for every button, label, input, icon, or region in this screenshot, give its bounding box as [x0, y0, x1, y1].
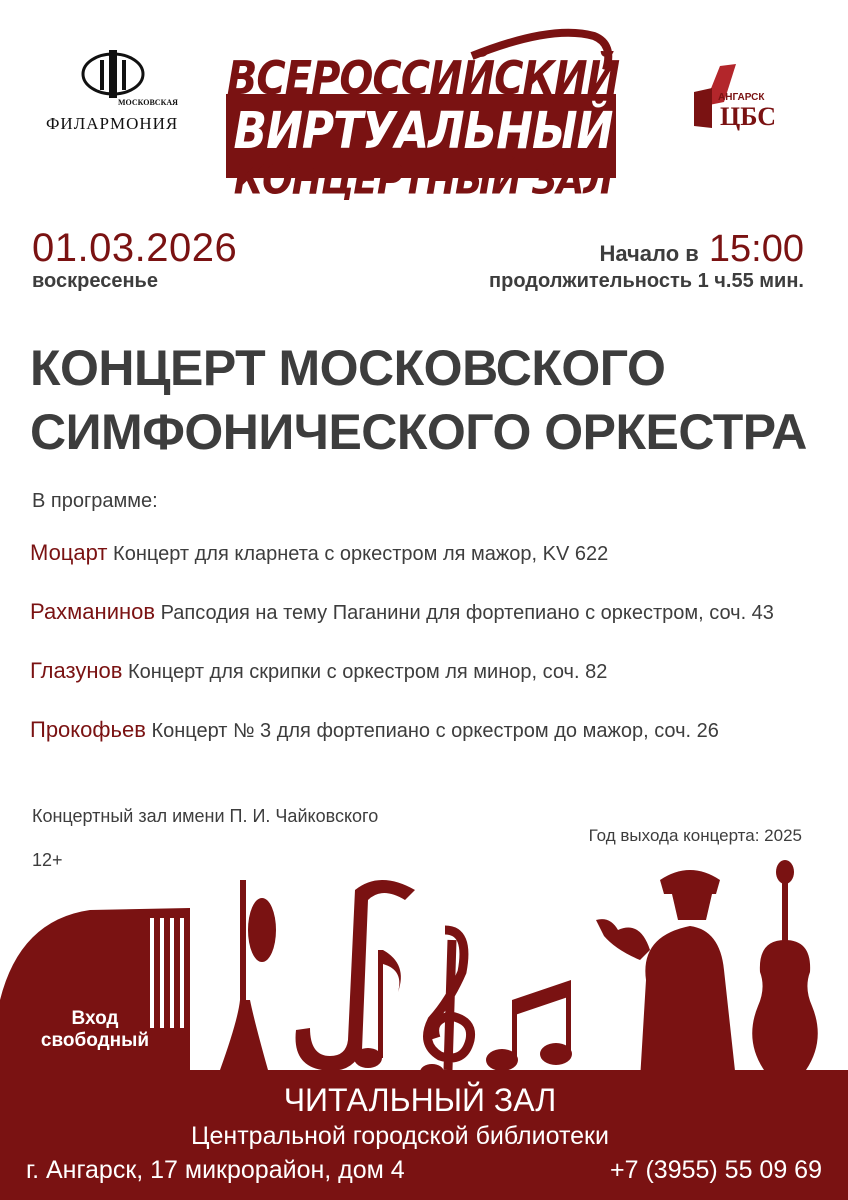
saxophonist-icon — [596, 870, 736, 1080]
program-item — [30, 658, 774, 717]
event-date: 01.03.2026 — [32, 226, 238, 270]
philharmonic-emblem-icon — [78, 48, 148, 100]
philharmonic-name: ФИЛАРМОНИЯ — [46, 114, 179, 133]
start-label: Начало в — [599, 241, 699, 266]
program-item — [30, 599, 774, 658]
composer-name: Моцарт — [30, 540, 108, 565]
work-title: Концерт для кларнета с оркестром ля мажор, KV 622 — [113, 543, 609, 565]
age-rating-badge: 12+ — [32, 850, 63, 870]
work-title: Концерт для скрипки с оркестром ля минор, соч. 82 — [127, 661, 608, 683]
hall-logo-line2: ВИРТУАЛЬНЫЙ — [233, 102, 613, 161]
concert-title-line1: КОНЦЕРТ МОСКОВСКОГО — [30, 340, 666, 396]
saxophone-icon — [296, 880, 415, 1071]
release-year-label: Год выхода концерта: 2025 — [588, 826, 802, 845]
program-item — [30, 717, 774, 776]
hall-logo-line3: КОНЦЕРТНЫЙ ЗАЛ — [233, 156, 613, 205]
event-duration: продолжительность 1 ч.55 мин. — [489, 270, 804, 292]
free-entry-label: Вход свободный — [40, 1008, 150, 1051]
hall-logo-line1: ВСЕРОССИЙСКИЙ — [226, 52, 620, 106]
venue-label: Концертный зал имени П. И. Чайковского — [32, 806, 379, 826]
program-label: В программе: — [32, 490, 158, 512]
program-item — [30, 540, 774, 599]
work-title: Концерт № 3 для фортепиано с оркестром до мажор, соч. 26 — [151, 720, 719, 742]
cbs-city-label: АНГАРСК — [718, 92, 765, 103]
program-list — [30, 540, 774, 776]
footer-banner — [0, 1070, 848, 1200]
footer-library: Центральной городской библиотеки — [191, 1122, 609, 1150]
composer-name: Глазунов — [30, 658, 123, 683]
violin-icon — [752, 860, 818, 1070]
philharmonic-small-label: МОСКОВСКАЯ — [118, 98, 178, 107]
footer-reading-room: ЧИТАЛЬНЫЙ ЗАЛ — [283, 1082, 557, 1118]
start-time: 15:00 — [708, 228, 804, 270]
philharmonic-logo — [40, 48, 190, 138]
composer-name: Рахманинов — [30, 599, 156, 624]
composer-name: Прокофьев — [30, 717, 146, 742]
music-notes-icon — [354, 930, 572, 1080]
footer-phone[interactable]: +7 (3955) 55 09 69 — [610, 1156, 822, 1184]
virtual-concert-hall-logo — [222, 26, 624, 205]
concert-title-line2: СИМФОНИЧЕСКОГО ОРКЕСТРА — [30, 404, 807, 460]
work-title: Рапсодия на тему Паганини для фортепиано с оркестром, соч. 43 — [160, 602, 774, 624]
trumpet-icon — [220, 880, 276, 1070]
event-start — [599, 228, 804, 271]
footer-address: г. Ангарск, 17 микрорайон, дом 4 — [26, 1156, 405, 1184]
concert-title — [30, 336, 807, 464]
angarsk-cbs-logo — [690, 62, 800, 134]
event-weekday: воскресенье — [32, 270, 158, 292]
cbs-name-label: ЦБС — [720, 102, 777, 131]
